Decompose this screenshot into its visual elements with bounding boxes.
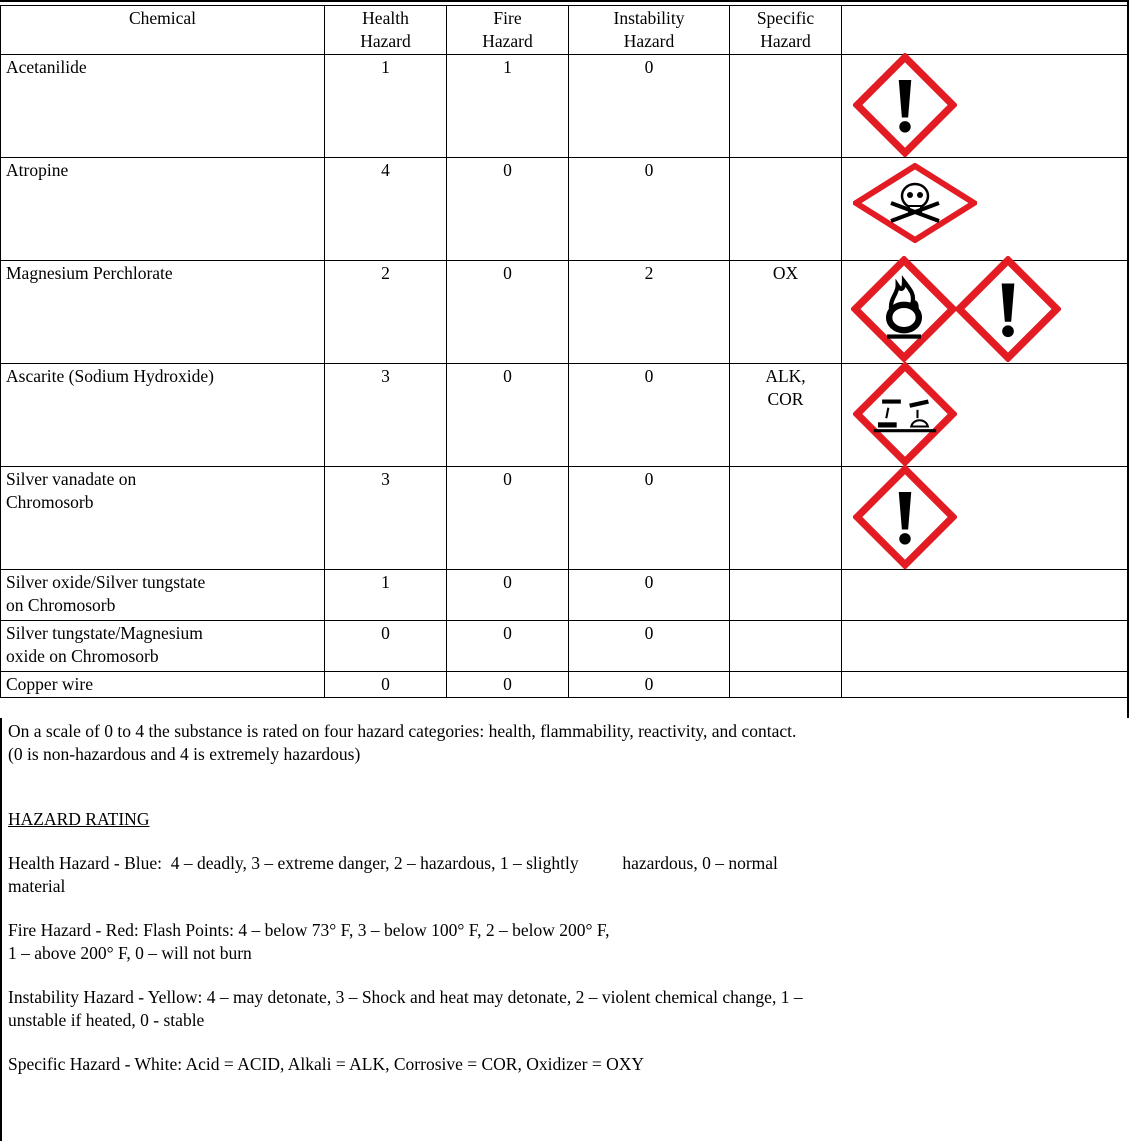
specific-hazard-note: Specific Hazard - White: Acid = ACID, Alkali = ALK, Corrosive = COR, Oxidizer = OXY bbox=[8, 1054, 644, 1074]
fire-value: 1 bbox=[447, 55, 569, 158]
pictogram-cell bbox=[842, 672, 1129, 698]
specific-value bbox=[730, 467, 842, 570]
instability-value: 0 bbox=[569, 364, 730, 467]
chemical-name: Ascarite (Sodium Hydroxide) bbox=[1, 364, 325, 467]
instability-value: 0 bbox=[569, 672, 730, 698]
chemical-name: Acetanilide bbox=[1, 55, 325, 158]
specific-value bbox=[730, 672, 842, 698]
health-value: 2 bbox=[325, 261, 447, 364]
specific-value bbox=[730, 570, 842, 621]
corrosion-icon bbox=[853, 362, 957, 466]
fire-value: 0 bbox=[447, 261, 569, 364]
pictogram-cell bbox=[842, 261, 1129, 364]
specific-value: ALK, COR bbox=[730, 364, 842, 467]
pictogram-cell bbox=[842, 621, 1129, 672]
exclamation-mark-icon bbox=[853, 465, 957, 569]
exclamation-mark-icon bbox=[853, 53, 957, 157]
table-row bbox=[1, 158, 1129, 261]
pictogram-cell bbox=[842, 364, 1129, 467]
table-row bbox=[1, 672, 1129, 698]
fire-value: 0 bbox=[447, 672, 569, 698]
instability-value: 0 bbox=[569, 621, 730, 672]
instability-value: 2 bbox=[569, 261, 730, 364]
health-value: 1 bbox=[325, 570, 447, 621]
pictogram-cell bbox=[842, 467, 1129, 570]
fire-value: 0 bbox=[447, 364, 569, 467]
health-hazard-note: Health Hazard - Blue: 4 – deadly, 3 – extreme danger, 2 – hazardous, 1 – slightly hazardous, 0 – normal bbox=[8, 853, 778, 873]
instability-value: 0 bbox=[569, 55, 730, 158]
fire-hazard-note-2: 1 – above 200° F, 0 – will not burn bbox=[8, 943, 252, 963]
scale-description-2: (0 is non-hazardous and 4 is extremely hazardous) bbox=[8, 744, 361, 764]
health-value: 4 bbox=[325, 158, 447, 261]
fire-value: 0 bbox=[447, 158, 569, 261]
specific-value bbox=[730, 55, 842, 158]
header-pictogram bbox=[842, 6, 1129, 55]
pictogram-cell bbox=[842, 55, 1129, 158]
chemical-name: Magnesium Perchlorate bbox=[1, 261, 325, 364]
instability-value: 0 bbox=[569, 158, 730, 261]
specific-value: OX bbox=[730, 261, 842, 364]
exclamation-mark-icon bbox=[955, 256, 1061, 362]
health-value: 0 bbox=[325, 621, 447, 672]
chemical-name: Atropine bbox=[1, 158, 325, 261]
header-health-hazard: Health Hazard bbox=[325, 6, 447, 55]
chemical-name: Silver vanadate on Chromosorb bbox=[1, 467, 325, 570]
table-row bbox=[1, 570, 1129, 621]
pictogram-cell bbox=[842, 570, 1129, 621]
health-value: 1 bbox=[325, 55, 447, 158]
fire-value: 0 bbox=[447, 621, 569, 672]
flame-over-circle-icon bbox=[851, 256, 957, 362]
hazard-rating-heading: HAZARD RATING bbox=[8, 809, 150, 829]
specific-value bbox=[730, 621, 842, 672]
hazard-rating-notes bbox=[0, 718, 1118, 1141]
instability-hazard-note: Instability Hazard - Yellow: 4 – may detonate, 3 – Shock and heat may detonate, 2 – violent chemical change, 1 – bbox=[8, 987, 803, 1007]
header-instability-hazard: Instability Hazard bbox=[569, 6, 730, 55]
skull-crossbones-icon bbox=[853, 163, 977, 243]
table-header-row bbox=[1, 6, 1129, 55]
chemical-name: Silver tungstate/Magnesium oxide on Chromosorb bbox=[1, 621, 325, 672]
table-row bbox=[1, 467, 1129, 570]
top-border bbox=[0, 0, 1129, 4]
table-row bbox=[1, 55, 1129, 158]
header-fire-hazard: Fire Hazard bbox=[447, 6, 569, 55]
header-specific-hazard: Specific Hazard bbox=[730, 6, 842, 55]
scale-description: On a scale of 0 to 4 the substance is rated on four hazard categories: health, flammability, reactivity, and contact. bbox=[8, 721, 797, 741]
pictogram-cell bbox=[842, 158, 1129, 261]
table-row bbox=[1, 621, 1129, 672]
hazard-table bbox=[0, 5, 1129, 698]
specific-value bbox=[730, 158, 842, 261]
table-row bbox=[1, 261, 1129, 364]
fire-value: 0 bbox=[447, 570, 569, 621]
health-value: 0 bbox=[325, 672, 447, 698]
chemical-name: Copper wire bbox=[1, 672, 325, 698]
instability-value: 0 bbox=[569, 467, 730, 570]
header-chemical: Chemical bbox=[1, 6, 325, 55]
instability-value: 0 bbox=[569, 570, 730, 621]
health-value: 3 bbox=[325, 364, 447, 467]
chemical-name: Silver oxide/Silver tungstate on Chromosorb bbox=[1, 570, 325, 621]
health-hazard-note-2: material bbox=[8, 876, 66, 896]
fire-hazard-note: Fire Hazard - Red: Flash Points: 4 – below 73° F, 3 – below 100° F, 2 – below 200° F, bbox=[8, 920, 610, 940]
instability-hazard-note-2: unstable if heated, 0 - stable bbox=[8, 1010, 205, 1030]
health-value: 3 bbox=[325, 467, 447, 570]
table-row bbox=[1, 364, 1129, 467]
fire-value: 0 bbox=[447, 467, 569, 570]
